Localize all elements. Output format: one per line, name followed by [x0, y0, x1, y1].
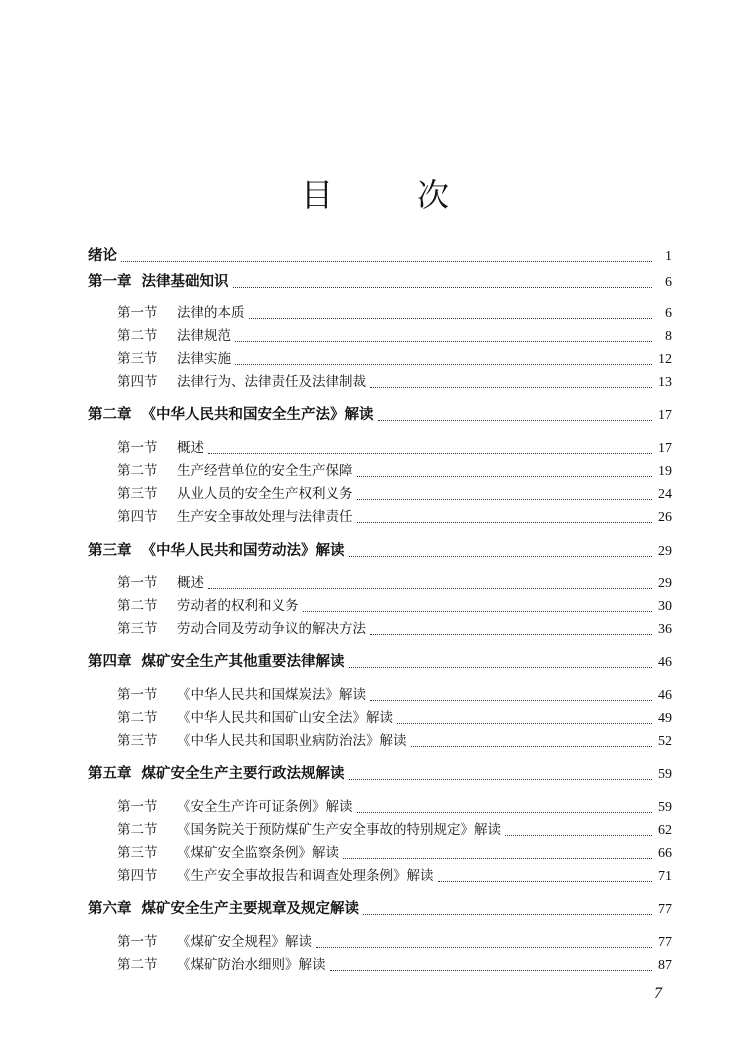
toc-entry-number: 第二节: [117, 710, 158, 726]
toc-entry-number: 第二章: [88, 407, 132, 423]
toc-section-entry[interactable]: [117, 303, 672, 323]
toc-entry-label: 《中华人民共和国职业病防治法》解读: [177, 733, 407, 749]
toc-section-entry[interactable]: [117, 708, 672, 728]
toc-entry-label: 《生产安全事故报告和调查处理条例》解读: [177, 868, 434, 884]
toc-section-entry[interactable]: [117, 596, 672, 616]
toc-entry-number: 第四节: [117, 868, 158, 884]
toc-entry-number: 第一节: [117, 575, 158, 591]
toc-entry-label: 劳动合同及劳动争议的解决方法: [177, 621, 366, 637]
dot-leader: [235, 341, 652, 342]
toc-entry-page: 12: [658, 352, 672, 367]
dot-leader: [303, 611, 653, 612]
toc-entry-page: 46: [658, 655, 672, 670]
toc-entry-page: 77: [658, 902, 672, 917]
toc-section-entry[interactable]: [117, 326, 672, 346]
toc-chapter-entry[interactable]: [88, 272, 672, 292]
toc-entry-number: 第三节: [117, 845, 158, 861]
dot-leader: [397, 723, 652, 724]
dot-leader: [316, 947, 652, 948]
toc-entry-page: 17: [658, 441, 672, 456]
page-title: [0, 170, 750, 216]
dot-leader: [249, 318, 653, 319]
toc-section-entry[interactable]: [117, 484, 672, 504]
toc-entry-label: 劳动者的权利和义务: [177, 598, 299, 614]
toc-entry-number: 第一节: [117, 305, 158, 321]
toc-entry-number: 第五章: [88, 766, 132, 782]
dot-leader: [349, 556, 653, 557]
toc-entry-label: 《煤矿防治水细则》解读: [177, 957, 326, 973]
toc-section-entry[interactable]: [117, 349, 672, 369]
toc-entry-page: 87: [658, 958, 672, 973]
toc-entry-number: 第四章: [88, 654, 132, 670]
toc-entry-label: 从业人员的安全生产权利义务: [177, 486, 353, 502]
dot-leader: [357, 812, 653, 813]
toc-entry-label: 概述: [177, 575, 204, 591]
toc-chapter-entry[interactable]: [88, 899, 672, 919]
toc-entry-label: 法律行为、法律责任及法律制裁: [177, 374, 366, 390]
toc-entry-page: 6: [665, 306, 672, 321]
toc-entry-page: 62: [658, 823, 672, 838]
toc-entry-label: 《中华人民共和国煤炭法》解读: [177, 687, 366, 703]
toc-entry-label: 生产经营单位的安全生产保障: [177, 463, 353, 479]
toc-entry-number: 第二节: [117, 957, 158, 973]
toc-entry-page: 59: [658, 800, 672, 815]
toc-entry-number: 第四节: [117, 374, 158, 390]
toc-entry-label: 《安全生产许可证条例》解读: [177, 799, 353, 815]
toc-entry-page: 46: [658, 688, 672, 703]
dot-leader: [505, 835, 652, 836]
toc-chapter-entry[interactable]: [88, 541, 672, 561]
title-char: 次: [417, 176, 450, 214]
toc-entry-number: 第二节: [117, 822, 158, 838]
toc-entry-page: 13: [658, 375, 672, 390]
toc-entry-number: 第三章: [88, 543, 132, 559]
toc-section-entry[interactable]: [117, 797, 672, 817]
toc-entry-page: 66: [658, 846, 672, 861]
toc-section-entry[interactable]: [117, 866, 672, 886]
toc-entry-number: 第三节: [117, 486, 158, 502]
toc-entry-page: 71: [658, 869, 672, 884]
toc-entry-label: 煤矿安全生产主要规章及规定解读: [141, 901, 359, 917]
toc-entry-page: 29: [658, 544, 672, 559]
dot-leader: [370, 634, 652, 635]
toc-chapter-entry[interactable]: [88, 764, 672, 784]
toc-entry-label: 概述: [177, 440, 204, 456]
toc-entry-number: 第一节: [117, 440, 158, 456]
dot-leader: [208, 588, 652, 589]
toc-entry-page: 17: [658, 408, 672, 423]
dot-leader: [343, 858, 652, 859]
dot-leader: [438, 881, 653, 882]
dot-leader: [370, 387, 652, 388]
toc-entry-label: 《中华人民共和国劳动法》解读: [141, 543, 345, 559]
toc-entry-page: 26: [658, 510, 672, 525]
toc-entry-label: 法律基础知识: [141, 274, 229, 290]
toc-chapter-entry[interactable]: [88, 246, 672, 266]
toc-entry-number: 第二节: [117, 598, 158, 614]
toc-section-entry[interactable]: [117, 932, 672, 952]
toc-section-entry[interactable]: [117, 731, 672, 751]
dot-leader: [208, 453, 652, 454]
toc-entry-page: 6: [665, 275, 672, 290]
toc-entry-page: 49: [658, 711, 672, 726]
dot-leader: [349, 779, 653, 780]
toc-entry-label: 法律的本质: [177, 305, 245, 321]
toc-chapter-entry[interactable]: [88, 405, 672, 425]
toc-entry-page: 59: [658, 767, 672, 782]
toc-section-entry[interactable]: [117, 507, 672, 527]
toc-entry-label: 煤矿安全生产其他重要法律解读: [141, 654, 345, 670]
toc-entry-label: 煤矿安全生产主要行政法规解读: [141, 766, 345, 782]
dot-leader: [378, 420, 653, 421]
title-char: 目: [300, 176, 333, 214]
toc-entry-label: 法律规范: [177, 328, 231, 344]
toc-entry-page: 1: [665, 249, 672, 264]
dot-leader: [411, 746, 653, 747]
toc-entry-page: 52: [658, 734, 672, 749]
toc-section-entry[interactable]: [117, 843, 672, 863]
toc-entry-number: 第二节: [117, 463, 158, 479]
dot-leader: [233, 287, 653, 288]
toc-entry-number: 第一章: [88, 274, 132, 290]
toc-entry-page: 24: [658, 487, 672, 502]
toc-entry-page: 77: [658, 935, 672, 950]
toc-entry-number: 第四节: [117, 509, 158, 525]
toc-entry-number: 第二节: [117, 328, 158, 344]
toc-section-entry[interactable]: [117, 685, 672, 705]
toc-entry-number: 第一节: [117, 687, 158, 703]
dot-leader: [357, 499, 653, 500]
toc-section-entry[interactable]: [117, 619, 672, 639]
toc-section-entry[interactable]: [117, 573, 672, 593]
dot-leader: [357, 476, 653, 477]
toc-entry-label: 《中华人民共和国矿山安全法》解读: [177, 710, 393, 726]
toc-entry-number: 第三节: [117, 351, 158, 367]
toc-section-entry[interactable]: [117, 820, 672, 840]
dot-leader: [121, 261, 652, 262]
toc-entry-label: 《煤矿安全规程》解读: [177, 934, 312, 950]
toc-section-entry[interactable]: [117, 438, 672, 458]
dot-leader: [370, 700, 652, 701]
dot-leader: [357, 522, 653, 523]
toc-entry-number: 第三节: [117, 621, 158, 637]
toc-section-entry[interactable]: [117, 372, 672, 392]
dot-leader: [330, 970, 653, 971]
dot-leader: [363, 914, 652, 915]
toc-entry-page: 29: [658, 576, 672, 591]
toc-entry-page: 8: [665, 329, 672, 344]
toc-entry-number: 第三节: [117, 733, 158, 749]
dot-leader: [349, 667, 653, 668]
toc-entry-label: 绪论: [88, 248, 117, 264]
toc-entry-page: 19: [658, 464, 672, 479]
toc-entry-number: 第一节: [117, 934, 158, 950]
toc-entry-label: 生产安全事故处理与法律责任: [177, 509, 353, 525]
toc-entry-page: 30: [658, 599, 672, 614]
toc-entry-number: 第六章: [88, 901, 132, 917]
toc-entry-label: 《国务院关于预防煤矿生产安全事故的特别规定》解读: [177, 822, 501, 838]
toc-chapter-entry[interactable]: [88, 652, 672, 672]
toc-entry-number: 第一节: [117, 799, 158, 815]
toc-entry-label: 《中华人民共和国安全生产法》解读: [141, 407, 374, 423]
toc-section-entry[interactable]: [117, 955, 672, 975]
toc-entry-page: 36: [658, 622, 672, 637]
dot-leader: [235, 364, 652, 365]
page-number: 7: [654, 985, 662, 1002]
toc-entry-label: 《煤矿安全监察条例》解读: [177, 845, 339, 861]
toc-section-entry[interactable]: [117, 461, 672, 481]
toc-entry-label: 法律实施: [177, 351, 231, 367]
